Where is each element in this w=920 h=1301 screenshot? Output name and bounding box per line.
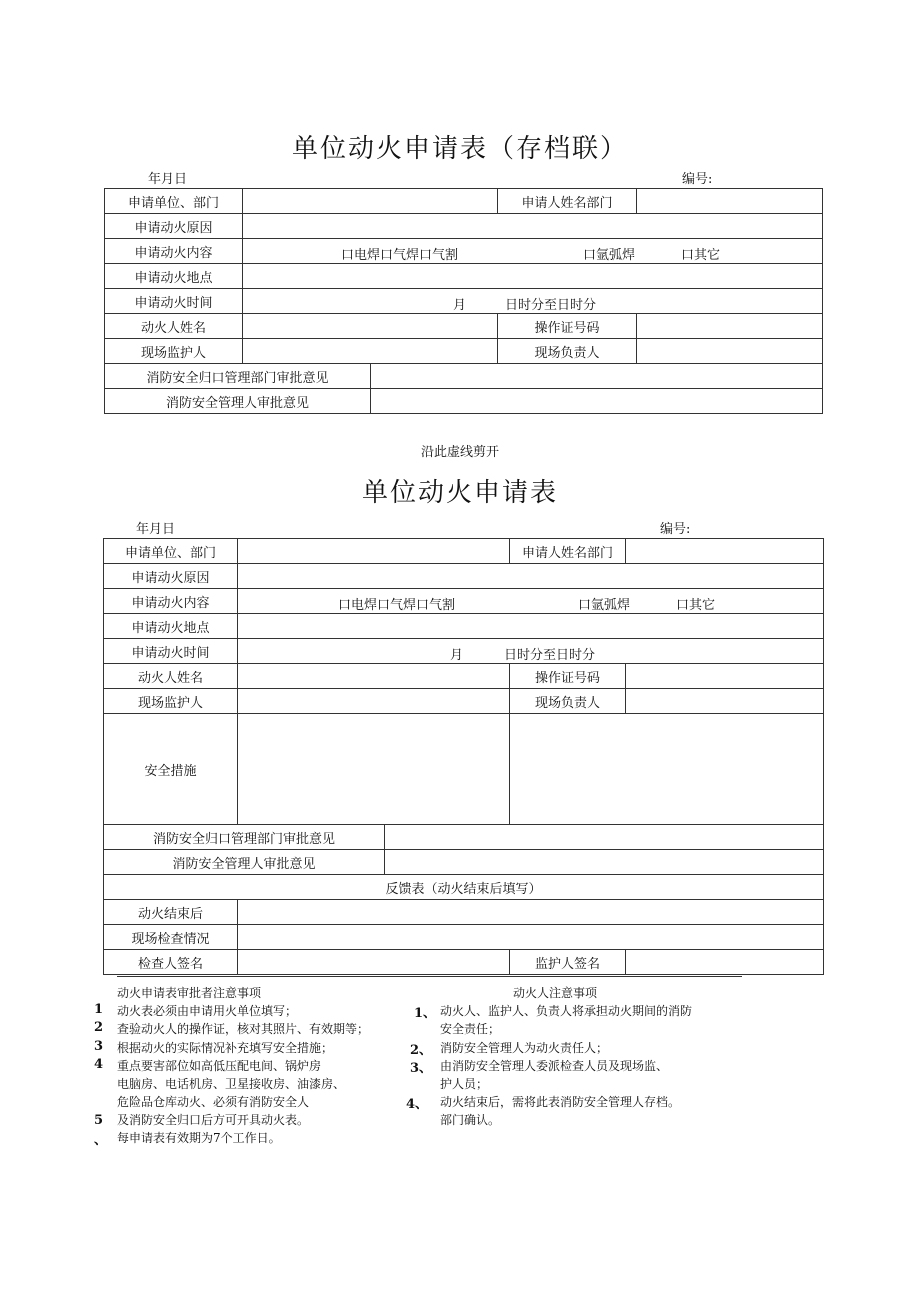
form-fire-person-field[interactable] xyxy=(238,664,510,689)
archive-arc-option[interactable]: 口氩弧焊 xyxy=(583,248,636,263)
archive-weld-options[interactable]: 口电焊口气焊口气割 xyxy=(341,248,459,263)
archive-time-value: 日时分至日时分 xyxy=(505,298,597,313)
form-number-label: 编号: xyxy=(660,522,691,537)
form-content-options[interactable] xyxy=(238,589,824,614)
form-reason-field[interactable] xyxy=(238,564,824,589)
archive-table xyxy=(104,188,823,414)
form-time-month: 月 xyxy=(450,648,464,663)
note-left-num: 、 xyxy=(94,1133,108,1148)
form-place-field[interactable] xyxy=(238,614,824,639)
archive-time-label: 申请动火时间 xyxy=(105,289,243,314)
form-safety-field-right[interactable] xyxy=(510,714,824,825)
notes-left-heading: 动火申请表审批者注意事项 xyxy=(117,986,262,1000)
feedback-after-field[interactable] xyxy=(238,900,824,925)
note-right-text: 护人员； xyxy=(440,1077,489,1091)
note-left-num: 1 xyxy=(94,1002,104,1017)
feedback-inspector-field[interactable] xyxy=(238,950,510,975)
form-arc-option[interactable]: 口氩弧焊 xyxy=(578,598,631,613)
archive-date-label: 年月日 xyxy=(148,172,188,187)
note-left-text: 电脑房、电话机房、卫星接收房、油漆房、 xyxy=(117,1077,346,1091)
form-weld-options[interactable]: 口电焊口气焊口气割 xyxy=(338,598,456,613)
feedback-site-check-field[interactable] xyxy=(238,925,824,950)
form-site-lead-field[interactable] xyxy=(626,689,824,714)
feedback-site-check-label: 现场检查情况 xyxy=(104,925,238,950)
archive-guard-field[interactable] xyxy=(243,339,498,364)
archive-reason-label: 申请动火原因 xyxy=(105,214,243,239)
archive-dept-approval-label: 消防安全归口管理部门审批意见 xyxy=(105,364,371,389)
feedback-inspector-label: 检查人签名 xyxy=(104,950,238,975)
archive-reason-field[interactable] xyxy=(243,214,823,239)
archive-applicant-field[interactable] xyxy=(637,189,823,214)
note-right-num: 3、 xyxy=(410,1061,433,1076)
archive-place-field[interactable] xyxy=(243,264,823,289)
form-safety-label: 安全措施 xyxy=(104,714,238,825)
form-manager-approval-label: 消防安全管理人审批意见 xyxy=(104,850,385,875)
archive-dept-approval-field[interactable] xyxy=(371,364,823,389)
feedback-guard-sign-field[interactable] xyxy=(626,950,824,975)
note-right-text: 消防安全管理人为动火责任人； xyxy=(440,1041,609,1055)
form-applicant-label: 申请人姓名部门 xyxy=(510,539,626,564)
archive-content-label: 申请动火内容 xyxy=(105,239,243,264)
note-left-num: 4 xyxy=(94,1057,104,1072)
note-left-text: 每申请表有效期为7个工作日。 xyxy=(117,1131,281,1145)
note-left-num: 5 xyxy=(94,1113,104,1128)
form-content-label: 申请动火内容 xyxy=(104,589,238,614)
form-time-field[interactable] xyxy=(238,639,824,664)
note-left-text: 动火表必须由申请用火单位填写； xyxy=(117,1004,298,1018)
archive-unit-field[interactable] xyxy=(243,189,498,214)
archive-content-options[interactable] xyxy=(243,239,823,264)
form-dept-approval-label: 消防安全归口管理部门审批意见 xyxy=(104,825,385,850)
archive-time-month: 月 xyxy=(453,298,467,313)
form-manager-approval-field[interactable] xyxy=(385,850,824,875)
note-right-text: 由消防安全管理人委派检查人员及现场监、 xyxy=(440,1059,669,1073)
form-cert-field[interactable] xyxy=(626,664,824,689)
form-date-label: 年月日 xyxy=(136,522,176,537)
form-other-option[interactable]: 口其它 xyxy=(676,598,716,613)
note-left-text: 危险品仓库动火、必须有消防安全人 xyxy=(117,1095,310,1109)
note-right-text: 动火结束后，需将此表消防安全管理人存档。 xyxy=(440,1095,681,1109)
form-unit-label: 申请单位、部门 xyxy=(104,539,238,564)
archive-unit-label: 申请单位、部门 xyxy=(105,189,243,214)
form-title: 单位动火申请表 xyxy=(361,478,558,508)
form-dept-approval-field[interactable] xyxy=(385,825,824,850)
form-reason-label: 申请动火原因 xyxy=(104,564,238,589)
archive-cert-label: 操作证号码 xyxy=(498,314,637,339)
notes-right-heading: 动火人注意事项 xyxy=(513,986,598,1000)
archive-manager-approval-label: 消防安全管理人审批意见 xyxy=(105,389,371,414)
feedback-heading: 反馈表（动火结束后填写） xyxy=(104,875,824,900)
archive-applicant-label: 申请人姓名部门 xyxy=(498,189,637,214)
form-applicant-field[interactable] xyxy=(626,539,824,564)
note-left-text: 查验动火人的操作证，核对其照片、有效期等； xyxy=(117,1022,370,1036)
archive-other-option[interactable]: 口其它 xyxy=(681,248,721,263)
note-right-num: 4、 xyxy=(406,1097,429,1112)
archive-site-lead-label: 现场负责人 xyxy=(498,339,637,364)
note-left-num: 2 xyxy=(94,1020,104,1035)
archive-guard-label: 现场监护人 xyxy=(105,339,243,364)
form-fire-person-label: 动火人姓名 xyxy=(104,664,238,689)
archive-place-label: 申请动火地点 xyxy=(105,264,243,289)
form-unit-field[interactable] xyxy=(238,539,510,564)
form-guard-label: 现场监护人 xyxy=(104,689,238,714)
archive-cert-field[interactable] xyxy=(637,314,823,339)
notes-divider xyxy=(117,976,742,977)
archive-title: 单位动火申请表（存档联） xyxy=(291,134,628,164)
form-time-label: 申请动火时间 xyxy=(104,639,238,664)
note-left-num: 3 xyxy=(94,1039,104,1054)
form-safety-field-left[interactable] xyxy=(238,714,510,825)
archive-number-label: 编号: xyxy=(682,172,713,187)
archive-manager-approval-field[interactable] xyxy=(371,389,823,414)
note-right-num: 1、 xyxy=(414,1006,437,1021)
archive-site-lead-field[interactable] xyxy=(637,339,823,364)
note-left-text: 及消防安全归口后方可开具动火表。 xyxy=(117,1113,310,1127)
note-right-text: 部门确认。 xyxy=(440,1113,501,1127)
note-right-num: 2、 xyxy=(410,1043,433,1058)
feedback-guard-sign-label: 监护人签名 xyxy=(510,950,626,975)
archive-fire-person-label: 动火人姓名 xyxy=(105,314,243,339)
note-left-text: 根据动火的实际情况补充填写安全措施； xyxy=(117,1041,334,1055)
note-left-text: 重点要害部位如高低压配电间、锅炉房 xyxy=(117,1059,322,1073)
form-time-value: 日时分至日时分 xyxy=(504,648,596,663)
form-site-lead-label: 现场负责人 xyxy=(510,689,626,714)
feedback-after-label: 动火结束后 xyxy=(104,900,238,925)
archive-fire-person-field[interactable] xyxy=(243,314,498,339)
form-table xyxy=(103,538,824,975)
form-guard-field[interactable] xyxy=(238,689,510,714)
cut-line-text: 沿此虚线剪开 xyxy=(420,445,499,460)
form-cert-label: 操作证号码 xyxy=(510,664,626,689)
note-right-text: 安全责任； xyxy=(440,1022,501,1036)
form-place-label: 申请动火地点 xyxy=(104,614,238,639)
archive-time-field[interactable] xyxy=(243,289,823,314)
note-right-text: 动火人、监护人、负责人将承担动火期间的消防 xyxy=(440,1004,693,1018)
